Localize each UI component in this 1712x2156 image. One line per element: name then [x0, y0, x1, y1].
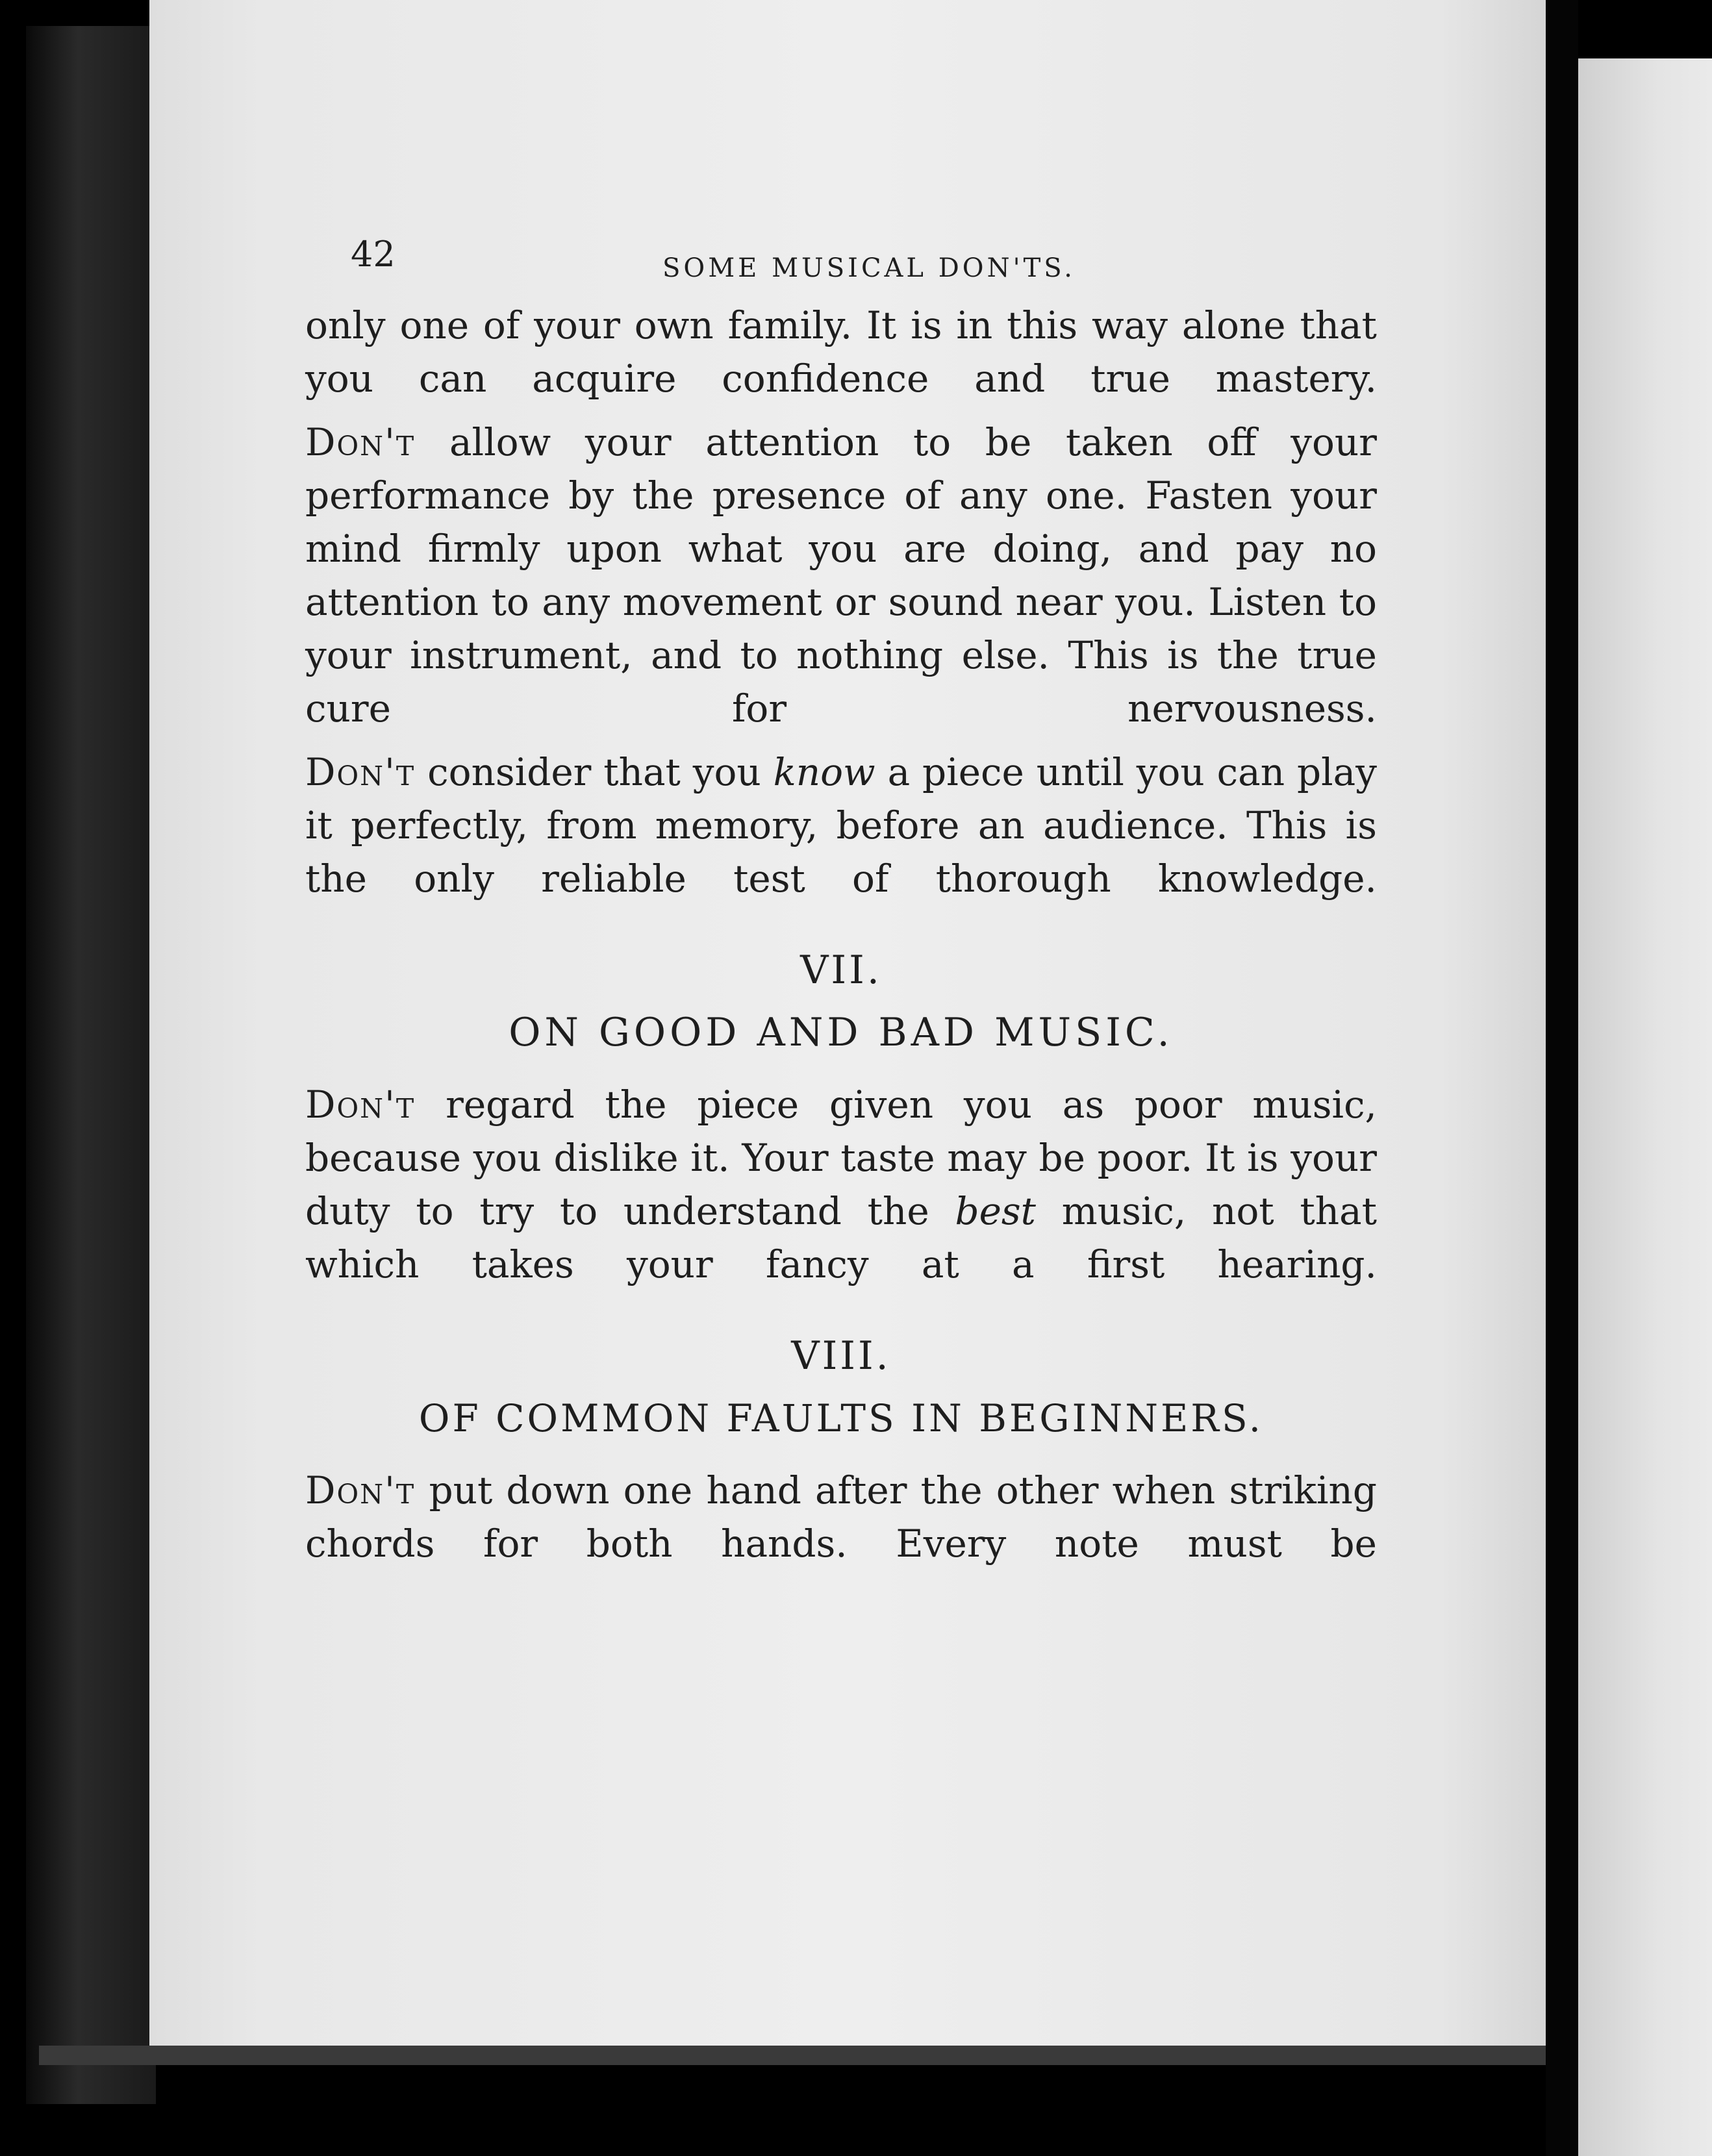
section-title-vii: ON GOOD AND BAD MUSIC. — [509, 1010, 1174, 1055]
paragraph-text: consider that you — [415, 750, 774, 794]
running-head-title: SOME MUSICAL DON'TS. — [662, 253, 1076, 283]
page-content — [305, 221, 1377, 1570]
paragraph-text: a piece until you can play it perfectly, from memory, before an audience. This is the only reliable test of thorough knowledge. — [305, 750, 1377, 901]
section-number-viii: VIII. — [791, 1333, 891, 1379]
section-title-viii: OF COMMON FAULTS IN BEGINNERS. — [418, 1396, 1264, 1440]
section-number-vii: VII. — [800, 947, 882, 993]
right-page-edge — [1578, 58, 1712, 2156]
paragraph-continuation — [305, 299, 1377, 405]
page-bottom-edge — [39, 2046, 1572, 2065]
dont-lead-word: Don't — [305, 1468, 416, 1512]
emphasis-word: know — [773, 750, 875, 794]
paragraph-text: only one of your own family. It is in this way alone that you can acquire confidence and true mastery. — [305, 303, 1377, 401]
paragraph-text: put down one hand after the other when striking chords for both hands. Every note must be — [305, 1468, 1377, 1566]
paragraph-text: regard the piece given you as poor music, because you dislike it. Your taste may be poor. It is your duty to try to understand the — [305, 1083, 1377, 1233]
running-head — [305, 221, 1377, 299]
paragraph-good-bad-music — [305, 1078, 1377, 1291]
paragraph-text: music, not that which takes your fancy at a first hearing. — [305, 1189, 1377, 1286]
emphasis-word: best — [955, 1189, 1036, 1233]
book-cover-edge — [26, 26, 156, 2104]
dont-lead-word: Don't — [305, 1083, 416, 1127]
paragraph-know-piece — [305, 746, 1377, 905]
paragraph-common-faults — [305, 1464, 1377, 1570]
page-number: 42 — [351, 234, 396, 275]
paragraph-text: allow your attention to be taken off your performance by the presence of any one. Fasten your mind firmly upon what you are doing, and pay no attention to any movement or sound near you. Listen to your instrument, and to nothing else. This is the true cure for nervousness. — [305, 420, 1377, 731]
dont-lead-word: Don't — [305, 750, 416, 794]
book-gutter — [1546, 0, 1578, 2156]
paragraph-attention — [305, 416, 1377, 735]
dont-lead-word: Don't — [305, 420, 416, 464]
